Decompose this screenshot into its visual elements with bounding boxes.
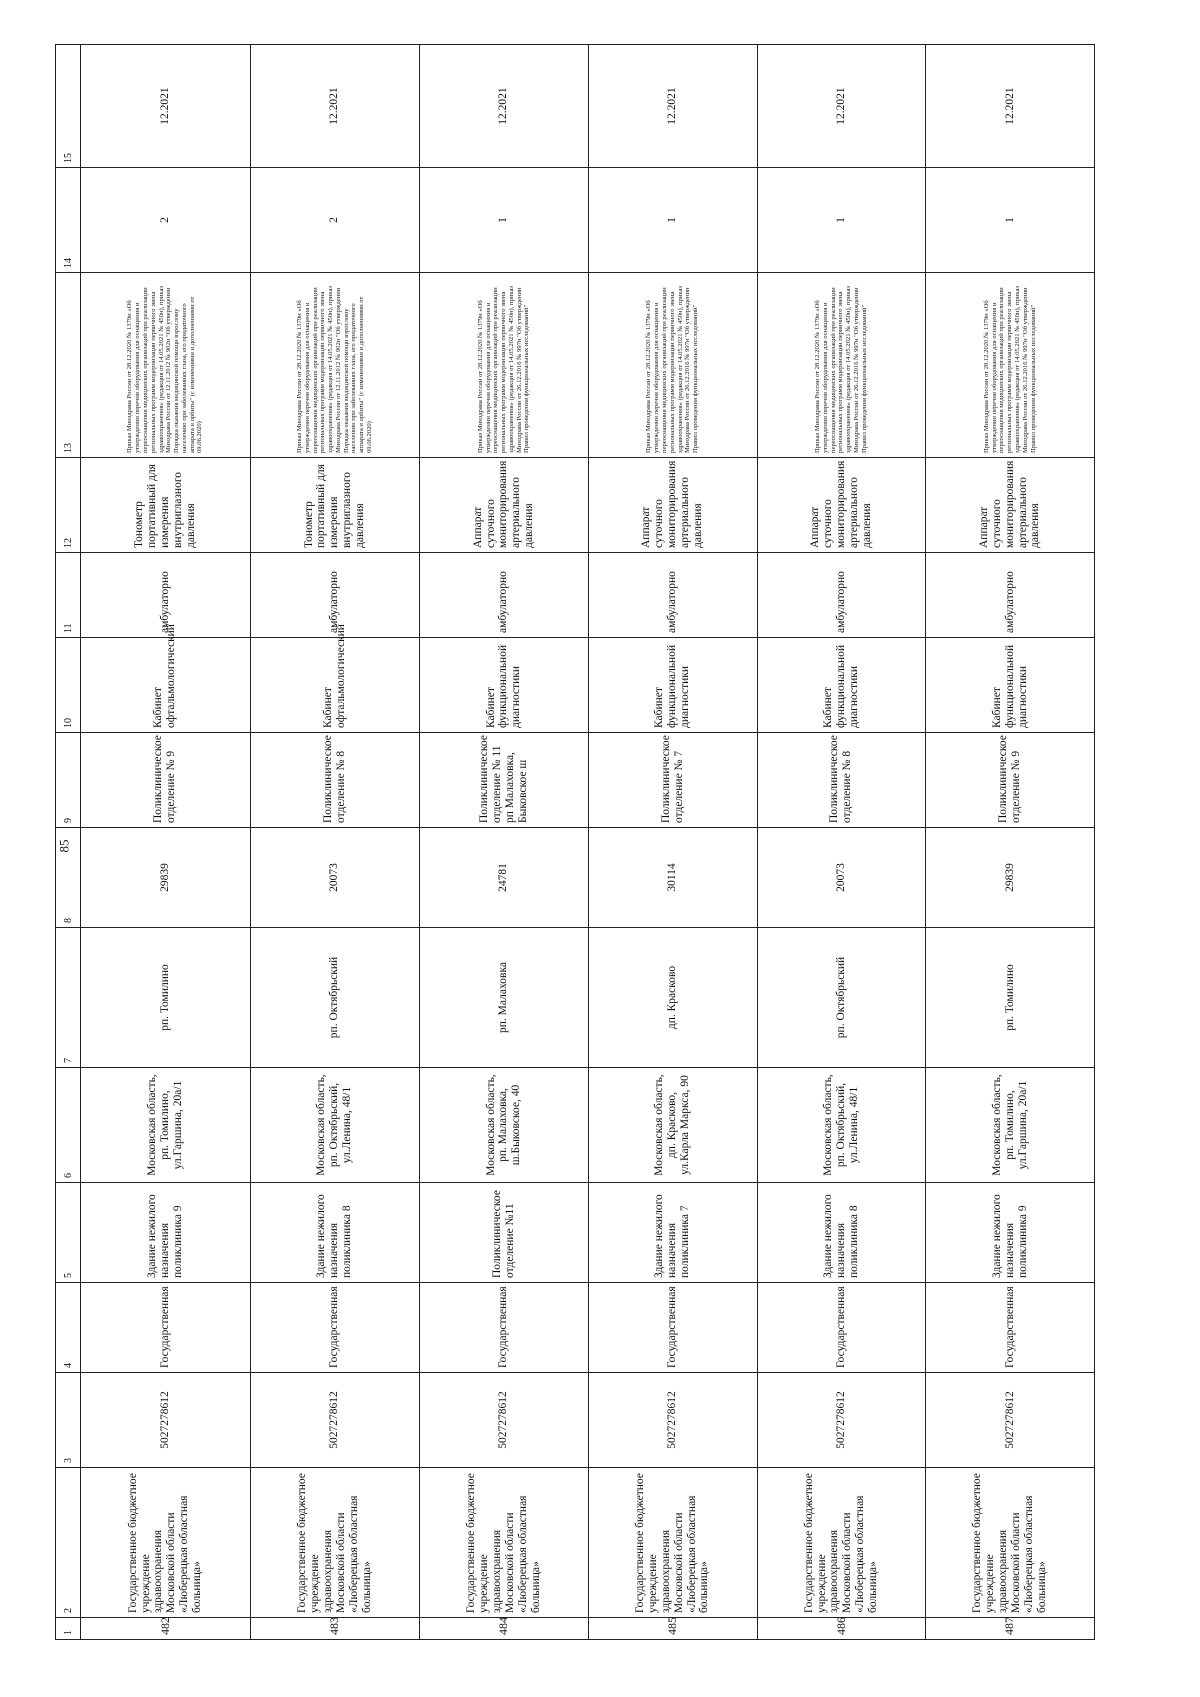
building-cell: Поликлиническое отделение №11 [420,1183,589,1283]
column-number: 3 [56,1373,81,1468]
row-number: 485 [588,1618,757,1640]
room-cell: Кабинет функциональной диагностики [926,638,1095,733]
department-cell: Поликлиническое отделение № 8 [757,733,926,828]
care-type-cell: амбулаторно [420,553,589,638]
room-cell: Кабинет функциональной диагностики [420,638,589,733]
ownership-cell: Государственная [588,1283,757,1373]
department-cell: Поликлиническое отделение № 11 рп Малаховка, Быковское ш [420,733,589,828]
date-cell: 12.2021 [757,45,926,168]
department-cell: Поликлиническое отделение № 9 [926,733,1095,828]
quantity-cell: 1 [420,168,589,273]
population-cell: 24781 [420,828,589,928]
equipment-cell: Аппарат суточного мониторирования артериального давления [926,458,1095,553]
ownership-cell: Государственная [420,1283,589,1373]
column-number: 6 [56,1068,81,1183]
locality-cell: рп. Томилино [81,928,251,1068]
column-number: 9 [56,733,81,828]
population-cell: 29839 [926,828,1095,928]
ownership-cell: Государственная [926,1283,1095,1373]
page-number: 85 [56,839,72,853]
date-cell: 12.2021 [588,45,757,168]
column-number: 2 [56,1468,81,1618]
row-number: 484 [420,1618,589,1640]
inn-cell: 5027278612 [81,1373,251,1468]
column-number: 7 [56,928,81,1068]
address-cell: Московская область, рп. Октябрьский, ул.Ленина, 48/1 [250,1068,420,1183]
column-number: 11 [56,553,81,638]
care-type-cell: амбулаторно [588,553,757,638]
date-cell: 12.2021 [420,45,589,168]
organization-name: Государственное бюджетное учреждение здравоохранения Московской области «Люберецкая областная больница» [588,1468,757,1618]
organization-name: Государственное бюджетное учреждение здравоохранения Московской области «Люберецкая областная больница» [757,1468,926,1618]
quantity-cell: 1 [757,168,926,273]
quantity-cell: 1 [926,168,1095,273]
organization-name: Государственное бюджетное учреждение здравоохранения Московской области «Люберецкая областная больница» [250,1468,420,1618]
address-cell: Московская область, рп. Малаховка, ш.Быковское, 40 [420,1068,589,1183]
building-cell: Здание нежилого назначения поликлиника 9 [926,1183,1095,1283]
department-cell: Поликлиническое отделение № 8 [250,733,420,828]
equipment-cell: Аппарат суточного мониторирования артериального давления [420,458,589,553]
row-number: 482 [81,1618,251,1640]
care-type-cell: амбулаторно [757,553,926,638]
column-number: 15 [56,45,81,168]
order-reference-cell: Приказ Минздрава России от 28.12.2020 № 1379н «Об утверждении перечня оборудования для оснащения и переоснащения медицинских организаций при реализации региональных программ модернизации первичного звена здравоохранения» (редакция от 14.05.2021 № 450н), приказ Минздрава России от 26.12.2016 № 997н "Об утверждении Правил проведения функциональных исследований" [588,273,757,458]
room-cell: Кабинет функциональной диагностики [588,638,757,733]
equipment-cell: Аппарат суточного мониторирования артериального давления [757,458,926,553]
equipment-table [55,44,1095,1640]
population-cell: 30114 [588,828,757,928]
row-number: 486 [757,1618,926,1640]
locality-cell: дп. Красково [588,928,757,1068]
locality-cell: рп. Малаховка [420,928,589,1068]
ownership-cell: Государственная [757,1283,926,1373]
room-cell: Кабинет офтальмологический [81,638,251,733]
inn-cell: 5027278612 [420,1373,589,1468]
order-reference-cell: Приказ Минздрава России от 28.12.2020 № 1379н «Об утверждении перечня оборудования для оснащения и переоснащения медицинских организаций при реализации региональных программ модернизации первичного звена здравоохранения» (редакция от 14.05.2021 № 450н), приказ Минздрава России от 26.12.2016 № 997н "Об утверждении Правил проведения функциональных исследований" [420,273,589,458]
building-cell: Здание нежилого назначения поликлиника 8 [250,1183,420,1283]
organization-name: Государственное бюджетное учреждение здравоохранения Московской области «Люберецкая областная больница» [926,1468,1095,1618]
organization-name: Государственное бюджетное учреждение здравоохранения Московской области «Люберецкая областная больница» [81,1468,251,1618]
table-row [420,45,589,1640]
equipment-cell: Аппарат суточного мониторирования артериального давления [588,458,757,553]
equipment-cell: Тонометр портативный для измерения внутриглазного давления [81,458,251,553]
column-number: 4 [56,1283,81,1373]
address-cell: Московская область, дп. Красково, ул.Карла Маркса, 90 [588,1068,757,1183]
ownership-cell: Государственная [250,1283,420,1373]
care-type-cell: амбулаторно [81,553,251,638]
address-cell: Московская область, рп. Томилино, ул.Гаршина, 20а/1 [926,1068,1095,1183]
quantity-cell: 1 [588,168,757,273]
column-number: 14 [56,168,81,273]
table-row [588,45,757,1640]
care-type-cell: амбулаторно [250,553,420,638]
locality-cell: рп. Октябрьский [757,928,926,1068]
ownership-cell: Государственная [81,1283,251,1373]
inn-cell: 5027278612 [250,1373,420,1468]
quantity-cell: 2 [250,168,420,273]
order-reference-cell: Приказ Минздрава России от 28.12.2020 № 1379н «Об утверждении перечня оборудования для оснащения и переоснащения медицинских организаций при реализации региональных программ модернизации первичного звена здравоохранения» (редакция от 14.05.2021 № 450н), приказ Минздрава России от 12.11.2012 № 902н "Об утверждении Порядка оказания медицинской помощи взрослому населению при заболеваниях глаза, его придаточного аппарата и орбиты" (с изменениями и дополнениями от 09.06.2020) [81,273,251,458]
locality-cell: рп. Томилино [926,928,1095,1068]
row-number: 487 [926,1618,1095,1640]
order-reference-cell: Приказ Минздрава России от 28.12.2020 № 1379н «Об утверждении перечня оборудования для оснащения и переоснащения медицинских организаций при реализации региональных программ модернизации первичного звена здравоохранения» (редакция от 14.05.2021 № 450н), приказ Минздрава России от 12.11.2012 № 902н "Об утверждении Порядка оказания медицинской помощи взрослому населению при заболеваниях глаза, его придаточного аппарата и орбиты" (с изменениями и дополнениями от 09.06.2020) [250,273,420,458]
date-cell: 12.2021 [926,45,1095,168]
building-cell: Здание нежилого назначения поликлиника 7 [588,1183,757,1283]
column-number: 13 [56,273,81,458]
room-cell: Кабинет функциональной диагностики [757,638,926,733]
inn-cell: 5027278612 [588,1373,757,1468]
department-cell: Поликлиническое отделение № 7 [588,733,757,828]
address-cell: Московская область, рп. Томилино, ул.Гаршина, 20а/1 [81,1068,251,1183]
column-number: 12 [56,458,81,553]
population-cell: 20073 [757,828,926,928]
quantity-cell: 2 [81,168,251,273]
table-row [757,45,926,1640]
inn-cell: 5027278612 [757,1373,926,1468]
row-number: 483 [250,1618,420,1640]
column-number: 1 [56,1618,81,1640]
table-row [250,45,420,1640]
inn-cell: 5027278612 [926,1373,1095,1468]
equipment-cell: Тонометр портативный для измерения внутриглазного давления [250,458,420,553]
room-cell: Кабинет офтальмологический [250,638,420,733]
organization-name: Государственное бюджетное учреждение здравоохранения Московской области «Люберецкая областная больница» [420,1468,589,1618]
order-reference-cell: Приказ Минздрава России от 28.12.2020 № 1379н «Об утверждении перечня оборудования для оснащения и переоснащения медицинских организаций при реализации региональных программ модернизации первичного звена здравоохранения» (редакция от 14.05.2021 № 450н), приказ Минздрава России от 26.12.2016 № 997н "Об утверждении Правил проведения функциональных исследований" [757,273,926,458]
column-number: 8 [56,828,81,928]
building-cell: Здание нежилого назначения поликлиника 8 [757,1183,926,1283]
date-cell: 12.2021 [250,45,420,168]
column-number-row [56,45,81,1640]
address-cell: Московская область, рп. Октябрьский, ул.Ленина, 48/1 [757,1068,926,1183]
table-row [81,45,251,1640]
date-cell: 12.2021 [81,45,251,168]
locality-cell: рп. Октябрьский [250,928,420,1068]
population-cell: 20073 [250,828,420,928]
building-cell: Здание нежилого назначения поликлиника 9 [81,1183,251,1283]
care-type-cell: амбулаторно [926,553,1095,638]
column-number: 5 [56,1183,81,1283]
rotated-table-container [55,45,1095,1640]
table-row [926,45,1095,1640]
order-reference-cell: Приказ Минздрава России от 28.12.2020 № 1379н «Об утверждении перечня оборудования для оснащения и переоснащения медицинских организаций при реализации региональных программ модернизации первичного звена здравоохранения» (редакция от 14.05.2021 № 450н), приказ Минздрава России от 26.12.2016 № 997н "Об утверждении Правил проведения функциональных исследований" [926,273,1095,458]
column-number: 10 [56,638,81,733]
population-cell: 29839 [81,828,251,928]
department-cell: Поликлиническое отделение № 9 [81,733,251,828]
